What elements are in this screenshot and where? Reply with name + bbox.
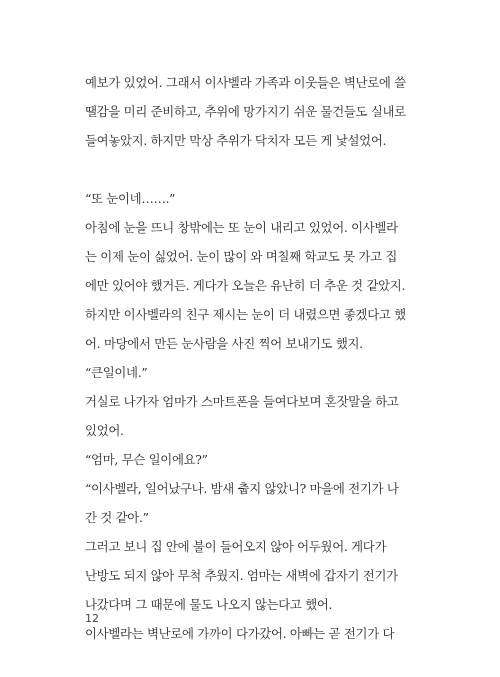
text-line: “이사벨라, 일어났구나. 밤새 춥지 않았니? 마을에 전기가 나 <box>85 481 399 496</box>
text-line: “엄마, 무슨 일이에요?” <box>85 452 208 467</box>
text-line: 예보가 있었어. 그래서 이사벨라 가족과 이웃들은 벽난로에 쓸 <box>85 75 406 90</box>
paragraph-gap <box>85 155 415 184</box>
text-line: 간 것 같아.” <box>85 510 149 525</box>
page-number: 12 <box>85 612 99 625</box>
text-line: 거실로 나가자 엄마가 스마트폰을 들여다보며 혼잣말을 하고 <box>85 394 399 409</box>
text-line: 난방도 되지 않아 무척 추웠지. 엄마는 새벽에 갑자기 전기가 <box>85 568 398 583</box>
text-line: “또 눈이네…….” <box>85 191 176 206</box>
text-line: 이사벨라는 벽난로에 가까이 다가갔어. 아빠는 곧 전기가 다 <box>85 626 395 641</box>
text-line: 땔감을 미리 준비하고, 추위에 망가지기 쉬운 물건들도 실내로 <box>85 104 406 119</box>
text-line: 는 이제 눈이 싫었어. 눈이 많이 와 며칠째 학교도 못 가고 집 <box>85 249 398 264</box>
body-text <box>85 68 415 648</box>
text-line: “큰일이네.” <box>85 365 148 380</box>
text-line: 그러고 보니 집 안에 불이 들어오지 않아 어두웠어. 게다가 <box>85 539 387 554</box>
text-line: 어. 마당에서 만든 눈사람을 사진 찍어 보내기도 했지. <box>85 336 363 351</box>
text-line: 아침에 눈을 뜨니 창밖에는 또 눈이 내리고 있었어. 이사벨라 <box>85 220 398 235</box>
text-line: 나갔다며 그 때문에 물도 나오지 않는다고 했어. <box>85 597 333 612</box>
text-line: 하지만 이사벨라의 친구 제시는 눈이 더 내렸으면 좋겠다고 했 <box>85 307 406 322</box>
text-line: 에만 있어야 했거든. 게다가 오늘은 유난히 더 추운 것 같았지. <box>85 278 406 293</box>
text-line: 들여놓았지. 하지만 막상 추위가 닥치자 모든 게 낯설었어. <box>85 133 387 148</box>
text-line: 있었어. <box>85 423 124 438</box>
